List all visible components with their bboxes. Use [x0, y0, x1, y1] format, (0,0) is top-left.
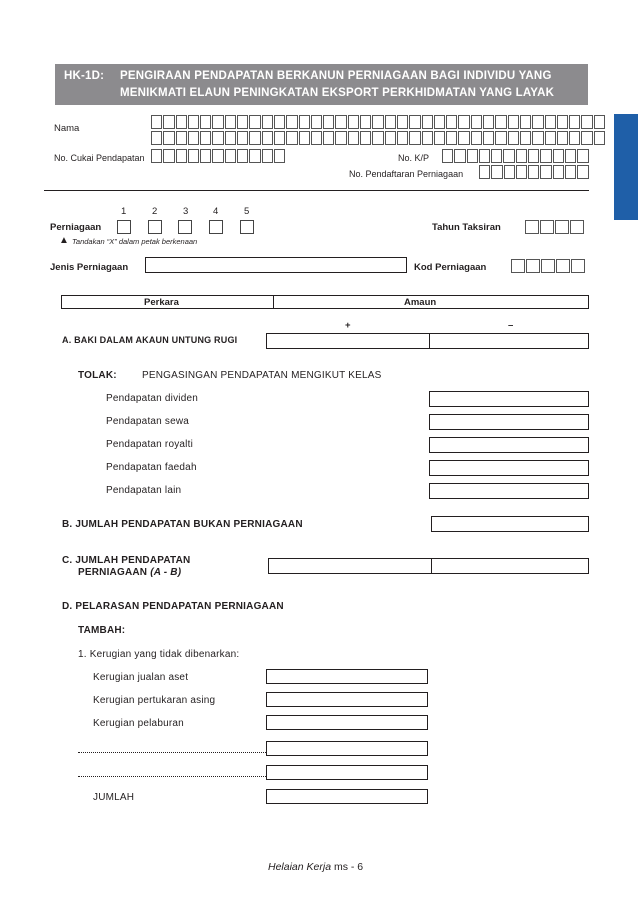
char-box[interactable] [299, 115, 310, 129]
char-box[interactable] [249, 131, 260, 145]
char-box[interactable] [458, 131, 469, 145]
char-box[interactable] [565, 165, 576, 179]
char-box[interactable] [385, 115, 396, 129]
char-box[interactable] [176, 149, 187, 163]
char-box[interactable] [540, 165, 551, 179]
char-box[interactable] [479, 149, 490, 163]
char-box[interactable] [151, 115, 162, 129]
char-box[interactable] [323, 115, 334, 129]
tahun-taksiran-label: Tahun Taksiran [432, 222, 501, 233]
tolak-label: TOLAK: [78, 370, 117, 381]
char-box[interactable] [540, 220, 554, 234]
perniagaan-number-1: 1 [121, 206, 127, 217]
section-a-divider [429, 333, 430, 349]
char-box[interactable] [286, 115, 297, 129]
section-c-amount[interactable] [268, 558, 589, 574]
char-box[interactable] [581, 131, 592, 145]
section-a-title: A. BAKI DALAM AKAUN UNTUNG RUGI [62, 335, 238, 345]
char-box[interactable] [422, 115, 433, 129]
char-box[interactable] [212, 115, 223, 129]
item-pendapatan-lain: Pendapatan lain [106, 485, 182, 496]
char-box[interactable] [200, 115, 211, 129]
char-box[interactable] [163, 131, 174, 145]
char-box[interactable] [557, 115, 568, 129]
perniagaan-number-5: 5 [244, 206, 250, 217]
item-pendapatan-royalti: Pendapatan royalti [106, 439, 193, 450]
perniagaan-checkbox-4[interactable] [209, 220, 223, 234]
char-box[interactable] [200, 149, 211, 163]
kerugian-heading: 1. Kerugian yang tidak dibenarkan: [78, 649, 240, 660]
section-c-title-line1: C. JUMLAH PENDAPATAN [62, 555, 191, 566]
char-box[interactable] [471, 115, 482, 129]
char-box[interactable] [503, 149, 514, 163]
char-box[interactable] [577, 149, 588, 163]
char-box[interactable] [516, 165, 527, 179]
char-box[interactable] [299, 131, 310, 145]
section-d-title: D. PELARASAN PENDAPATAN PERNIAGAAN [62, 601, 284, 612]
item-kerugian-pertukaran-asing: Kerugian pertukaran asing [93, 695, 216, 706]
char-box[interactable] [581, 115, 592, 129]
perniagaan-checkbox-5[interactable] [240, 220, 254, 234]
perniagaan-number-2: 2 [152, 206, 158, 217]
char-box[interactable] [495, 115, 506, 129]
char-box[interactable] [188, 115, 199, 129]
char-box[interactable] [163, 149, 174, 163]
section-a-amount[interactable] [266, 333, 589, 349]
no-cukai-label: No. Cukai Pendapatan [54, 153, 145, 163]
form-title-line2: MENIKMATI ELAUN PENINGKATAN EKSPORT PERKHIDMATAN YANG LAYAK [120, 87, 555, 99]
char-box[interactable] [508, 131, 519, 145]
char-box[interactable] [360, 115, 371, 129]
char-box[interactable] [541, 259, 555, 273]
char-box[interactable] [525, 220, 539, 234]
nama-label: Nama [54, 123, 80, 134]
char-box[interactable] [348, 115, 359, 129]
minus-sign: – [508, 320, 514, 331]
jenis-perniagaan-label: Jenis Perniagaan [50, 262, 129, 273]
char-box[interactable] [491, 149, 502, 163]
page-footer [268, 861, 363, 873]
char-box[interactable] [508, 115, 519, 129]
jenis-perniagaan-field[interactable] [145, 257, 407, 273]
char-box[interactable] [577, 165, 588, 179]
char-box[interactable] [397, 115, 408, 129]
char-box[interactable] [212, 131, 223, 145]
char-box[interactable] [511, 259, 525, 273]
item-pendapatan-dividen: Pendapatan dividen [106, 393, 199, 404]
char-box[interactable] [274, 131, 285, 145]
input-pendapatan-faedah[interactable] [429, 460, 589, 476]
char-box[interactable] [262, 131, 273, 145]
char-box[interactable] [200, 131, 211, 145]
no-kp-label: No. K/P [398, 153, 430, 163]
table-header [61, 295, 589, 309]
no-kp-field[interactable] [442, 149, 590, 163]
char-box[interactable] [286, 131, 297, 145]
tandakan-note: Tandakan “X” dalam petak berkenaan [72, 237, 198, 246]
footer-worksheet: Helaian Kerja [268, 861, 332, 873]
char-box[interactable] [471, 131, 482, 145]
tahun-taksiran-field[interactable] [525, 220, 585, 234]
char-box[interactable] [540, 149, 551, 163]
blank-line-2[interactable] [78, 776, 266, 777]
item-pendapatan-sewa: Pendapatan sewa [106, 416, 190, 427]
tolak-text: PENGASINGAN PENDAPATAN MENGIKUT KELAS [142, 370, 382, 381]
jumlah-label: JUMLAH [93, 792, 135, 803]
char-box[interactable] [335, 115, 346, 129]
char-box[interactable] [571, 259, 585, 273]
char-box[interactable] [262, 149, 273, 163]
char-box[interactable] [385, 131, 396, 145]
char-box[interactable] [556, 259, 570, 273]
char-box[interactable] [483, 115, 494, 129]
char-box[interactable] [225, 115, 236, 129]
char-box[interactable] [422, 131, 433, 145]
char-box[interactable] [212, 149, 223, 163]
char-box[interactable] [491, 165, 502, 179]
char-box[interactable] [528, 165, 539, 179]
no-cukai-field[interactable] [151, 149, 286, 163]
char-box[interactable] [555, 220, 569, 234]
form-code: HK-1D: [64, 70, 105, 82]
plus-sign: + [345, 320, 351, 331]
char-box[interactable] [360, 131, 371, 145]
char-box[interactable] [335, 131, 346, 145]
char-box[interactable] [409, 115, 420, 129]
input-pendapatan-sewa[interactable] [429, 414, 589, 430]
char-box[interactable] [434, 131, 445, 145]
char-box[interactable] [176, 131, 187, 145]
input-kerugian-jualan-aset[interactable] [266, 669, 428, 684]
input-pendapatan-royalti[interactable] [429, 437, 589, 453]
char-box[interactable] [311, 131, 322, 145]
col-perkara: Perkara [144, 297, 179, 308]
char-box[interactable] [225, 149, 236, 163]
char-box[interactable] [446, 131, 457, 145]
char-box[interactable] [458, 115, 469, 129]
section-c-formula: (A - B) [150, 567, 182, 578]
char-box[interactable] [553, 165, 564, 179]
tambah-label: TAMBAH: [78, 625, 126, 636]
side-tab [614, 114, 638, 220]
perniagaan-label: Perniagaan [50, 222, 102, 233]
char-box[interactable] [516, 149, 527, 163]
item-kerugian-jualan-aset: Kerugian jualan aset [93, 672, 189, 683]
table-header-divider [273, 295, 274, 309]
perniagaan-checkbox-3[interactable] [178, 220, 192, 234]
char-box[interactable] [274, 149, 285, 163]
input-blank-1[interactable] [266, 741, 428, 756]
char-box[interactable] [372, 131, 383, 145]
triangle-icon: ▲ [59, 235, 69, 246]
section-b-amount[interactable] [431, 516, 589, 532]
char-box[interactable] [520, 131, 531, 145]
input-pendapatan-lain[interactable] [429, 483, 589, 499]
blank-line-1[interactable] [78, 752, 266, 753]
char-box[interactable] [274, 115, 285, 129]
char-box[interactable] [397, 131, 408, 145]
input-kerugian-pelaburan[interactable] [266, 715, 428, 730]
char-box[interactable] [526, 259, 540, 273]
no-pendaftaran-field[interactable] [479, 165, 590, 179]
char-box[interactable] [262, 115, 273, 129]
char-box[interactable] [446, 115, 457, 129]
perniagaan-number-4: 4 [213, 206, 219, 217]
char-box[interactable] [532, 131, 543, 145]
perniagaan-checkbox-1[interactable] [117, 220, 131, 234]
form-title-line1: PENGIRAAN PENDAPATAN BERKANUN PERNIAGAAN BAGI INDIVIDU YANG [120, 70, 552, 82]
nama-field[interactable] [151, 115, 606, 145]
char-box[interactable] [151, 149, 162, 163]
char-box[interactable] [504, 165, 515, 179]
char-box[interactable] [570, 220, 584, 234]
char-box[interactable] [151, 131, 162, 145]
input-jumlah[interactable] [266, 789, 428, 804]
perniagaan-number-3: 3 [183, 206, 189, 217]
col-amaun: Amaun [404, 297, 437, 308]
char-box[interactable] [372, 115, 383, 129]
char-box[interactable] [594, 131, 605, 145]
char-box[interactable] [569, 131, 580, 145]
char-box[interactable] [249, 149, 260, 163]
item-kerugian-pelaburan: Kerugian pelaburan [93, 718, 184, 729]
char-box[interactable] [594, 115, 605, 129]
char-box[interactable] [442, 149, 453, 163]
section-c-divider [431, 558, 432, 574]
char-box[interactable] [434, 115, 445, 129]
char-box[interactable] [565, 149, 576, 163]
char-box[interactable] [237, 115, 248, 129]
char-box[interactable] [532, 115, 543, 129]
char-box[interactable] [237, 149, 248, 163]
char-box[interactable] [237, 131, 248, 145]
perniagaan-checkbox-2[interactable] [148, 220, 162, 234]
char-box[interactable] [323, 131, 334, 145]
char-box[interactable] [409, 131, 420, 145]
char-box[interactable] [249, 115, 260, 129]
char-box[interactable] [528, 149, 539, 163]
section-b-title: B. JUMLAH PENDAPATAN BUKAN PERNIAGAAN [62, 519, 303, 530]
input-pendapatan-dividen[interactable] [429, 391, 589, 407]
footer-page-number: ms - 6 [331, 861, 364, 873]
char-box[interactable] [225, 131, 236, 145]
char-box[interactable] [545, 131, 556, 145]
char-box[interactable] [557, 131, 568, 145]
char-box[interactable] [520, 115, 531, 129]
char-box[interactable] [454, 149, 465, 163]
char-box[interactable] [311, 115, 322, 129]
no-pendaftaran-label: No. Pendaftaran Perniagaan [349, 169, 464, 179]
char-box[interactable] [188, 131, 199, 145]
kod-perniagaan-field[interactable] [511, 259, 586, 273]
char-box[interactable] [483, 131, 494, 145]
char-box[interactable] [188, 149, 199, 163]
kod-perniagaan-label: Kod Perniagaan [414, 262, 487, 273]
char-box[interactable] [545, 115, 556, 129]
char-box[interactable] [569, 115, 580, 129]
char-box[interactable] [176, 115, 187, 129]
char-box[interactable] [348, 131, 359, 145]
divider [44, 190, 589, 191]
char-box[interactable] [553, 149, 564, 163]
section-c-perniagaan: PERNIAGAAN [78, 567, 148, 578]
input-kerugian-pertukaran-asing[interactable] [266, 692, 428, 707]
char-box[interactable] [163, 115, 174, 129]
input-blank-2[interactable] [266, 765, 428, 780]
char-box[interactable] [467, 149, 478, 163]
item-pendapatan-faedah: Pendapatan faedah [106, 462, 197, 473]
char-box[interactable] [495, 131, 506, 145]
char-box[interactable] [479, 165, 490, 179]
section-c-title-line2 [78, 567, 181, 578]
